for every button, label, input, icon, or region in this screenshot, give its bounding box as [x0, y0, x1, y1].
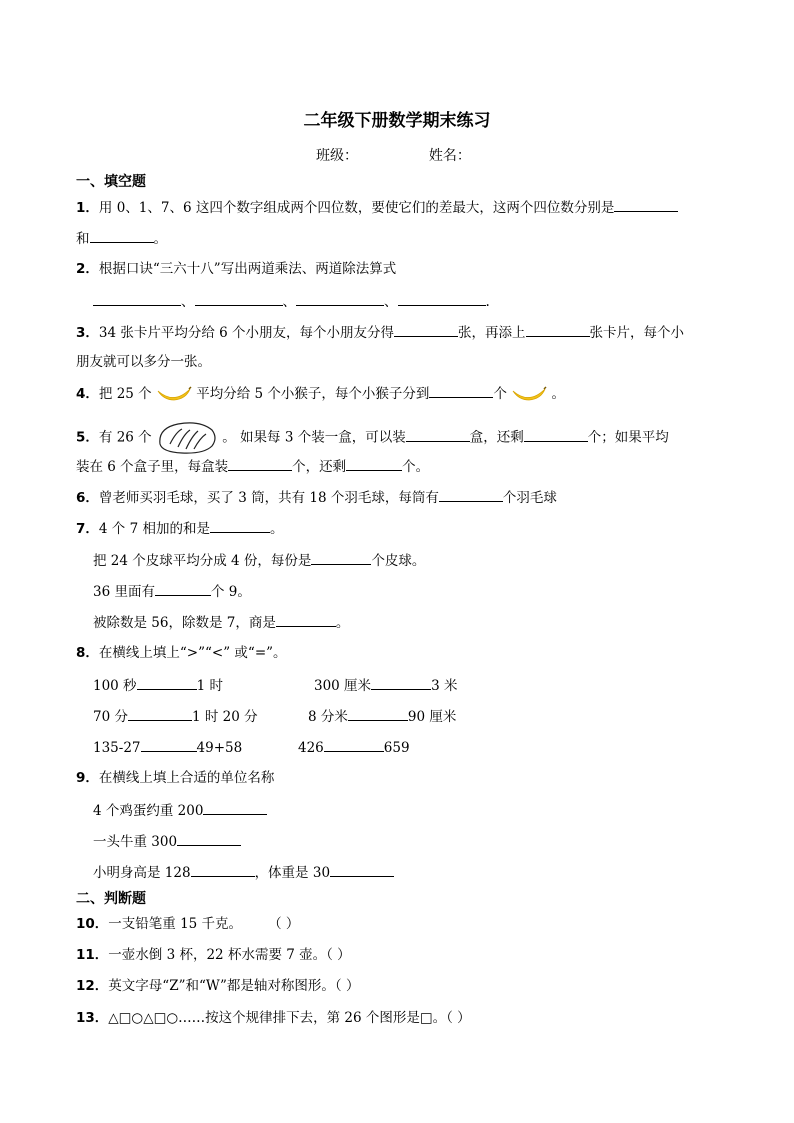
compare-row-3 — [93, 737, 242, 758]
answer-blank[interactable] — [155, 581, 211, 596]
question-number: 4． — [76, 386, 99, 402]
question-text: 小明身高是 128 — [93, 865, 191, 881]
answer-blank[interactable] — [276, 612, 336, 627]
answer-blank[interactable] — [394, 322, 458, 337]
answer-blank[interactable] — [371, 675, 431, 690]
answer-blank[interactable] — [93, 291, 181, 306]
compare-right: 3 米 — [431, 678, 458, 694]
question-7-c — [93, 581, 251, 602]
student-info — [316, 145, 471, 165]
question-text: 一头牛重 300 — [93, 834, 178, 850]
answer-blank[interactable] — [439, 487, 503, 502]
question-text: 朋友就可以多分一张。 — [76, 354, 211, 370]
question-number: 11． — [76, 947, 109, 963]
question-number: 12． — [76, 978, 109, 994]
compare-left: 135-27 — [93, 740, 141, 756]
question-text: 。 — [269, 521, 284, 537]
section-fill-blank: 一、填空题 — [76, 174, 146, 190]
question-9-b — [93, 800, 267, 821]
answer-blank[interactable] — [429, 383, 493, 398]
question-text: 曾老师买羽毛球，买了 3 筒，共有 18 个羽毛球，每筒有 — [98, 490, 439, 506]
compare-right: 90 厘米 — [407, 709, 457, 725]
compare-left: 8 分米 — [308, 709, 348, 725]
question-text: 个；如果平均 — [587, 429, 669, 446]
answer-blank[interactable] — [210, 518, 270, 533]
separator: 、 — [181, 294, 195, 310]
answer-blank[interactable] — [398, 291, 486, 306]
question-text: 在横线上填上合适的单位名称 — [98, 770, 275, 786]
question-1-cont — [76, 228, 167, 249]
question-number: 13． — [76, 1010, 109, 1026]
compare-row-2 — [93, 706, 258, 727]
answer-blank[interactable] — [128, 706, 192, 721]
question-text: 个皮球。 — [371, 553, 426, 569]
question-9 — [76, 768, 274, 788]
class-label: 班级： — [316, 148, 358, 164]
compare-row-3b — [298, 737, 410, 758]
question-number: 9． — [76, 770, 99, 786]
answer-blank[interactable] — [228, 456, 292, 471]
question-text: 有 26 个 — [98, 429, 152, 446]
question-text: 把 25 个 — [98, 386, 152, 402]
answer-blank[interactable] — [177, 831, 241, 846]
question-text: 个，还剩 — [292, 459, 347, 475]
question-5 — [76, 420, 669, 456]
question-number: 10． — [76, 916, 109, 932]
question-11 — [76, 945, 351, 965]
question-5-cont — [76, 456, 429, 477]
question-number: 8． — [76, 645, 99, 661]
question-7-d — [93, 612, 349, 633]
question-text: 张，再添上 — [458, 325, 526, 341]
question-10 — [76, 914, 299, 934]
compare-row-2b — [308, 706, 456, 727]
compare-left: 100 秒 — [93, 678, 137, 694]
answer-blank[interactable] — [203, 800, 267, 815]
separator: . — [485, 294, 490, 310]
bread-icon — [156, 420, 218, 456]
page-title: 二年级下册数学期末练习 — [303, 111, 491, 131]
answer-blank[interactable] — [324, 737, 384, 752]
answer-blank[interactable] — [406, 427, 470, 442]
answer-blank[interactable] — [296, 291, 384, 306]
answer-blank[interactable] — [614, 197, 678, 212]
question-text: 英文字母“Z”和“W”都是轴对称图形。（ ） — [108, 978, 360, 994]
separator: 、 — [282, 294, 296, 310]
question-7 — [76, 518, 283, 539]
question-text: 盒，还剩 — [469, 429, 524, 446]
question-number: 7． — [76, 521, 99, 537]
question-text: 34 张卡片平均分给 6 个小朋友，每个小朋友分得 — [98, 325, 395, 341]
section-true-false: 二、判断题 — [76, 891, 146, 907]
question-text: 平均分给 5 个小猴子，每个小猴子分到 — [196, 386, 430, 402]
question-1 — [76, 197, 678, 218]
question-number: 6． — [76, 490, 99, 506]
banana-icon — [511, 385, 547, 405]
question-text: 。 — [335, 615, 350, 631]
question-text: 被除数是 56，除数是 7，商是 — [93, 615, 276, 631]
answer-blank[interactable] — [137, 675, 197, 690]
question-number: 2． — [76, 261, 99, 277]
question-text: 36 里面有 — [93, 584, 155, 600]
question-text: 个。 — [402, 459, 430, 475]
question-number: 1． — [76, 200, 99, 216]
question-text: 。 — [153, 231, 167, 247]
question-8 — [76, 643, 287, 663]
question-text: 装在 6 个盒子里，每盒装 — [76, 459, 229, 475]
question-12 — [76, 976, 359, 996]
compare-row-1 — [93, 675, 223, 696]
name-label: 姓名： — [428, 148, 471, 164]
answer-blank[interactable] — [330, 862, 394, 877]
question-text: 根据口诀“三六十八”写出两道乘法、两道除法算式 — [98, 261, 397, 277]
question-text: 用 0、1、7、6 这四个数字组成两个四位数，要使它们的差最大，这两个四位数分别是 — [98, 200, 615, 216]
question-9-c — [93, 831, 241, 852]
question-4 — [76, 383, 565, 405]
question-text: △□○△□○……按这个规律排下去，第 26 个图形是□。（ ） — [108, 1010, 471, 1026]
question-text: 个 — [493, 386, 507, 402]
compare-right: 49+58 — [196, 740, 243, 756]
compare-right: 659 — [383, 740, 410, 756]
question-number: 5． — [76, 429, 99, 446]
question-text: 和 — [76, 231, 90, 247]
answer-blank[interactable] — [311, 550, 371, 565]
answer-blank[interactable] — [346, 456, 402, 471]
compare-row-1b — [314, 675, 457, 696]
question-2 — [76, 259, 396, 279]
answer-blank[interactable] — [526, 322, 590, 337]
question-text: 。 如果每 3 个装一盒，可以装 — [222, 429, 406, 446]
banana-icon — [156, 385, 192, 405]
compare-left: 300 厘米 — [314, 678, 372, 694]
answer-blank[interactable] — [191, 862, 255, 877]
compare-left: 426 — [298, 740, 324, 756]
question-text: 个 9。 — [210, 584, 251, 600]
question-2-blanks — [93, 291, 490, 312]
answer-paren[interactable]: （ ） — [268, 916, 300, 932]
question-7-b — [93, 550, 425, 571]
question-6 — [76, 487, 557, 508]
compare-left: 70 分 — [93, 709, 128, 725]
compare-right: 1 时 — [196, 678, 223, 694]
answer-blank[interactable] — [90, 228, 154, 243]
question-text: 个羽毛球 — [502, 490, 557, 506]
question-9-d — [93, 862, 394, 883]
question-3 — [76, 322, 684, 343]
separator: 、 — [384, 294, 398, 310]
answer-blank[interactable] — [195, 291, 283, 306]
question-number: 3． — [76, 325, 99, 341]
question-13 — [76, 1008, 471, 1028]
question-text: 。 — [551, 386, 566, 402]
question-text: 一支铅笔重 15 千克。 — [108, 916, 243, 932]
answer-blank[interactable] — [348, 706, 408, 721]
question-text: 4 个 7 相加的和是 — [98, 521, 210, 537]
question-text: ，体重是 30 — [254, 865, 331, 881]
question-3-cont — [76, 352, 211, 372]
question-text: 张卡片，每个小 — [589, 325, 685, 341]
answer-blank[interactable] — [524, 427, 588, 442]
question-text: 把 24 个皮球平均分成 4 份，每份是 — [93, 553, 312, 569]
answer-blank[interactable] — [141, 737, 197, 752]
question-text: 一壶水倒 3 杯，22 杯水需要 7 壶。（ ） — [108, 947, 351, 963]
compare-right: 1 时 20 分 — [191, 709, 258, 725]
question-text: 在横线上填上“>”“<” 或“=”。 — [98, 645, 287, 661]
question-text: 4 个鸡蛋约重 200 — [93, 803, 204, 819]
